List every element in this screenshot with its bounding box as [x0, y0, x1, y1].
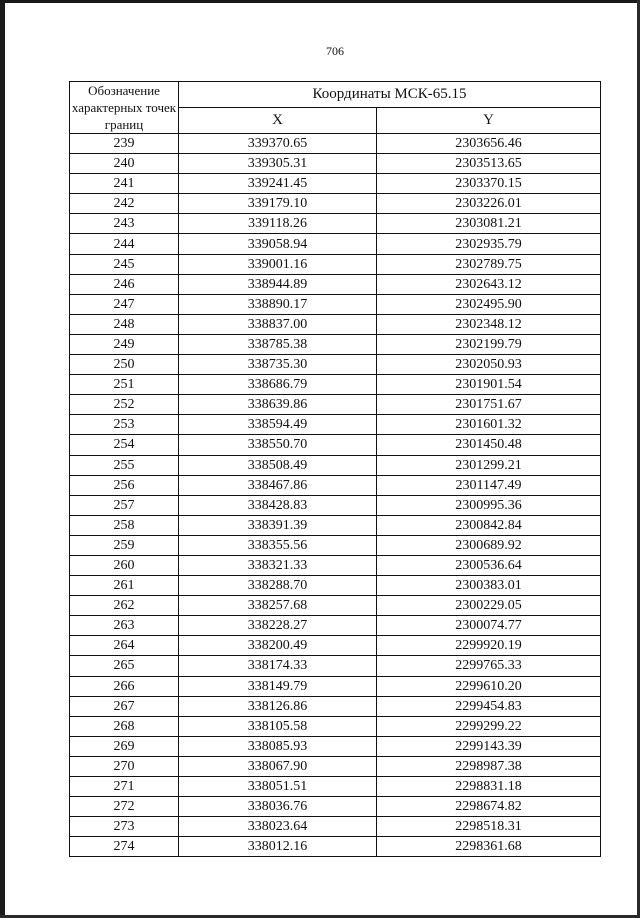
scan-border-left [0, 0, 5, 918]
y-coordinate-cell: 2299920.19 [377, 636, 601, 656]
x-coordinate-cell: 338174.33 [179, 656, 377, 676]
y-coordinate-cell: 2298831.18 [377, 777, 601, 797]
y-coordinate-cell: 2298987.38 [377, 756, 601, 776]
table-row [70, 274, 601, 294]
y-coordinate-cell: 2302050.93 [377, 355, 601, 375]
x-coordinate-cell: 339370.65 [179, 134, 377, 154]
point-id-cell: 245 [70, 254, 179, 274]
coordinates-table [69, 81, 601, 857]
table-row [70, 676, 601, 696]
x-coordinate-cell: 339179.10 [179, 194, 377, 214]
x-coordinate-cell: 339001.16 [179, 254, 377, 274]
table-row [70, 174, 601, 194]
point-id-cell: 249 [70, 334, 179, 354]
table-row [70, 797, 601, 817]
x-coordinate-cell: 338639.86 [179, 395, 377, 415]
point-id-cell: 273 [70, 817, 179, 837]
x-coordinate-cell: 338023.64 [179, 817, 377, 837]
header-x: X [179, 108, 377, 134]
table-row [70, 555, 601, 575]
table-row [70, 194, 601, 214]
x-coordinate-cell: 338467.86 [179, 475, 377, 495]
x-coordinate-cell: 338594.49 [179, 415, 377, 435]
table-row [70, 134, 601, 154]
table-row [70, 375, 601, 395]
y-coordinate-cell: 2300074.77 [377, 616, 601, 636]
x-coordinate-cell: 338085.93 [179, 736, 377, 756]
y-coordinate-cell: 2298361.68 [377, 837, 601, 857]
y-coordinate-cell: 2299299.22 [377, 716, 601, 736]
table-row [70, 636, 601, 656]
table-row [70, 535, 601, 555]
y-coordinate-cell: 2298518.31 [377, 817, 601, 837]
table-row [70, 415, 601, 435]
point-id-cell: 259 [70, 535, 179, 555]
x-coordinate-cell: 338321.33 [179, 555, 377, 575]
y-coordinate-cell: 2301601.32 [377, 415, 601, 435]
point-id-cell: 271 [70, 777, 179, 797]
point-id-cell: 269 [70, 736, 179, 756]
y-coordinate-cell: 2301147.49 [377, 475, 601, 495]
y-coordinate-cell: 2302495.90 [377, 294, 601, 314]
point-id-cell: 248 [70, 314, 179, 334]
point-id-cell: 255 [70, 455, 179, 475]
table-row [70, 395, 601, 415]
point-id-cell: 262 [70, 596, 179, 616]
table-row [70, 817, 601, 837]
x-coordinate-cell: 338944.89 [179, 274, 377, 294]
table-row [70, 154, 601, 174]
x-coordinate-cell: 338735.30 [179, 355, 377, 375]
y-coordinate-cell: 2303081.21 [377, 214, 601, 234]
point-id-cell: 265 [70, 656, 179, 676]
table-row [70, 837, 601, 857]
table-body [70, 134, 601, 857]
x-coordinate-cell: 339118.26 [179, 214, 377, 234]
point-id-cell: 274 [70, 837, 179, 857]
table-row [70, 334, 601, 354]
table-row [70, 716, 601, 736]
point-id-cell: 250 [70, 355, 179, 375]
point-id-cell: 257 [70, 495, 179, 515]
y-coordinate-cell: 2303226.01 [377, 194, 601, 214]
point-id-cell: 270 [70, 756, 179, 776]
scan-border-top [0, 0, 640, 3]
x-coordinate-cell: 338288.70 [179, 576, 377, 596]
header-y: Y [377, 108, 601, 134]
x-coordinate-cell: 339058.94 [179, 234, 377, 254]
table-row [70, 756, 601, 776]
x-coordinate-cell: 339305.31 [179, 154, 377, 174]
x-coordinate-cell: 338036.76 [179, 797, 377, 817]
table-row [70, 435, 601, 455]
x-coordinate-cell: 338012.16 [179, 837, 377, 857]
table-row [70, 495, 601, 515]
y-coordinate-cell: 2302199.79 [377, 334, 601, 354]
x-coordinate-cell: 338067.90 [179, 756, 377, 776]
table-row [70, 475, 601, 495]
y-coordinate-cell: 2303656.46 [377, 134, 601, 154]
table-row [70, 234, 601, 254]
table-row [70, 736, 601, 756]
y-coordinate-cell: 2301299.21 [377, 455, 601, 475]
y-coordinate-cell: 2302935.79 [377, 234, 601, 254]
table-row [70, 656, 601, 676]
x-coordinate-cell: 338105.58 [179, 716, 377, 736]
y-coordinate-cell: 2300995.36 [377, 495, 601, 515]
point-id-cell: 261 [70, 576, 179, 596]
y-coordinate-cell: 2299454.83 [377, 696, 601, 716]
x-coordinate-cell: 338837.00 [179, 314, 377, 334]
y-coordinate-cell: 2299610.20 [377, 676, 601, 696]
point-id-cell: 246 [70, 274, 179, 294]
x-coordinate-cell: 338228.27 [179, 616, 377, 636]
y-coordinate-cell: 2302643.12 [377, 274, 601, 294]
y-coordinate-cell: 2302789.75 [377, 254, 601, 274]
point-id-cell: 268 [70, 716, 179, 736]
table-row [70, 515, 601, 535]
point-id-cell: 254 [70, 435, 179, 455]
table-row [70, 616, 601, 636]
y-coordinate-cell: 2303513.65 [377, 154, 601, 174]
x-coordinate-cell: 338149.79 [179, 676, 377, 696]
point-id-cell: 263 [70, 616, 179, 636]
x-coordinate-cell: 338126.86 [179, 696, 377, 716]
y-coordinate-cell: 2302348.12 [377, 314, 601, 334]
y-coordinate-cell: 2299765.33 [377, 656, 601, 676]
point-id-cell: 244 [70, 234, 179, 254]
table-row [70, 455, 601, 475]
point-id-cell: 258 [70, 515, 179, 535]
point-id-cell: 247 [70, 294, 179, 314]
page-number: 706 [326, 44, 344, 58]
point-id-cell: 256 [70, 475, 179, 495]
x-coordinate-cell: 338391.39 [179, 515, 377, 535]
x-coordinate-cell: 338508.49 [179, 455, 377, 475]
x-coordinate-cell: 338051.51 [179, 777, 377, 797]
point-id-cell: 264 [70, 636, 179, 656]
x-coordinate-cell: 338785.38 [179, 334, 377, 354]
y-coordinate-cell: 2299143.39 [377, 736, 601, 756]
table-row [70, 696, 601, 716]
x-coordinate-cell: 338550.70 [179, 435, 377, 455]
point-id-cell: 260 [70, 555, 179, 575]
x-coordinate-cell: 339241.45 [179, 174, 377, 194]
x-coordinate-cell: 338355.56 [179, 535, 377, 555]
x-coordinate-cell: 338686.79 [179, 375, 377, 395]
header-point-label: Обозначение характерных точек границ [70, 82, 179, 134]
y-coordinate-cell: 2301901.54 [377, 375, 601, 395]
point-id-cell: 267 [70, 696, 179, 716]
point-id-cell: 272 [70, 797, 179, 817]
y-coordinate-cell: 2298674.82 [377, 797, 601, 817]
table-row [70, 576, 601, 596]
point-id-cell: 266 [70, 676, 179, 696]
y-coordinate-cell: 2300536.64 [377, 555, 601, 575]
point-id-cell: 241 [70, 174, 179, 194]
y-coordinate-cell: 2303370.15 [377, 174, 601, 194]
table-row [70, 214, 601, 234]
point-id-cell: 240 [70, 154, 179, 174]
x-coordinate-cell: 338890.17 [179, 294, 377, 314]
y-coordinate-cell: 2300383.01 [377, 576, 601, 596]
table-row [70, 596, 601, 616]
table-row [70, 777, 601, 797]
x-coordinate-cell: 338200.49 [179, 636, 377, 656]
y-coordinate-cell: 2300229.05 [377, 596, 601, 616]
y-coordinate-cell: 2300842.84 [377, 515, 601, 535]
point-id-cell: 253 [70, 415, 179, 435]
point-id-cell: 243 [70, 214, 179, 234]
x-coordinate-cell: 338428.83 [179, 495, 377, 515]
table-row [70, 355, 601, 375]
table-row [70, 314, 601, 334]
point-id-cell: 239 [70, 134, 179, 154]
x-coordinate-cell: 338257.68 [179, 596, 377, 616]
point-id-cell: 242 [70, 194, 179, 214]
y-coordinate-cell: 2301751.67 [377, 395, 601, 415]
y-coordinate-cell: 2301450.48 [377, 435, 601, 455]
table-row [70, 294, 601, 314]
y-coordinate-cell: 2300689.92 [377, 535, 601, 555]
point-id-cell: 251 [70, 375, 179, 395]
table-row [70, 254, 601, 274]
point-id-cell: 252 [70, 395, 179, 415]
header-coords-group: Координаты МСК-65.15 [179, 82, 601, 108]
